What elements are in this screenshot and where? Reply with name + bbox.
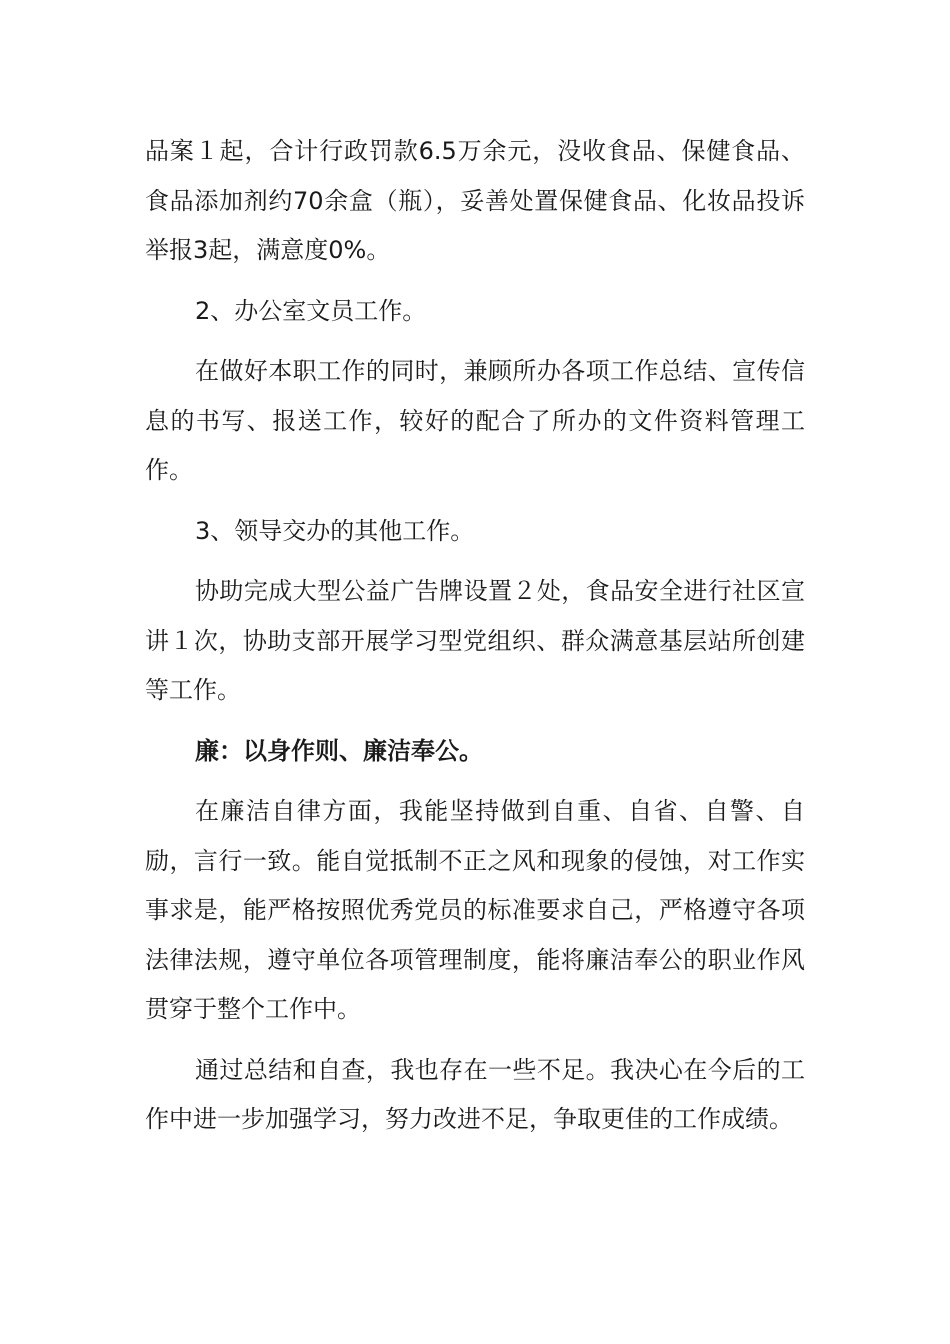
heading-other-assigned-work: 3、领导交办的其他工作。: [195, 516, 475, 545]
heading-office-clerk-work: 2、办公室文员工作。: [195, 296, 427, 325]
heading-integrity: 廉：以身作则、廉洁奉公。: [195, 736, 483, 765]
paragraph-office-clerk-work: 在做好本职工作的同时，兼顾所办各项工作总结、宣传信息的书写、报送工作，较好的配合了所办的文件资料管理工作。: [145, 357, 805, 484]
document-body: [145, 127, 805, 1156]
paragraph-conclusion: 通过总结和自查，我也存在一些不足。我决心在今后的工作中进一步加强学习，努力改进不足，争取更佳的工作成绩。: [145, 1055, 805, 1133]
paragraph-case-summary: 品案１起，合计行政罚款6.5万余元，没收食品、保健食品、食品添加剂约70余盒（瓶），妥善处置保健食品、化妆品投诉举报3起，满意度0%。: [145, 137, 805, 264]
paragraph-integrity: 在廉洁自律方面，我能坚持做到自重、自省、自警、自励，言行一致。能自觉抵制不正之风和现象的侵蚀，对工作实事求是，能严格按照优秀党员的标准要求自己，严格遵守各项法律法规，遵守单位各项管理制度，能将廉洁奉公的职业作风贯穿于整个工作中。: [145, 797, 805, 1023]
paragraph-other-assigned-work: 协助完成大型公益广告牌设置２处，食品安全进行社区宣讲１次，协助支部开展学习型党组织、群众满意基层站所创建等工作。: [145, 577, 805, 704]
